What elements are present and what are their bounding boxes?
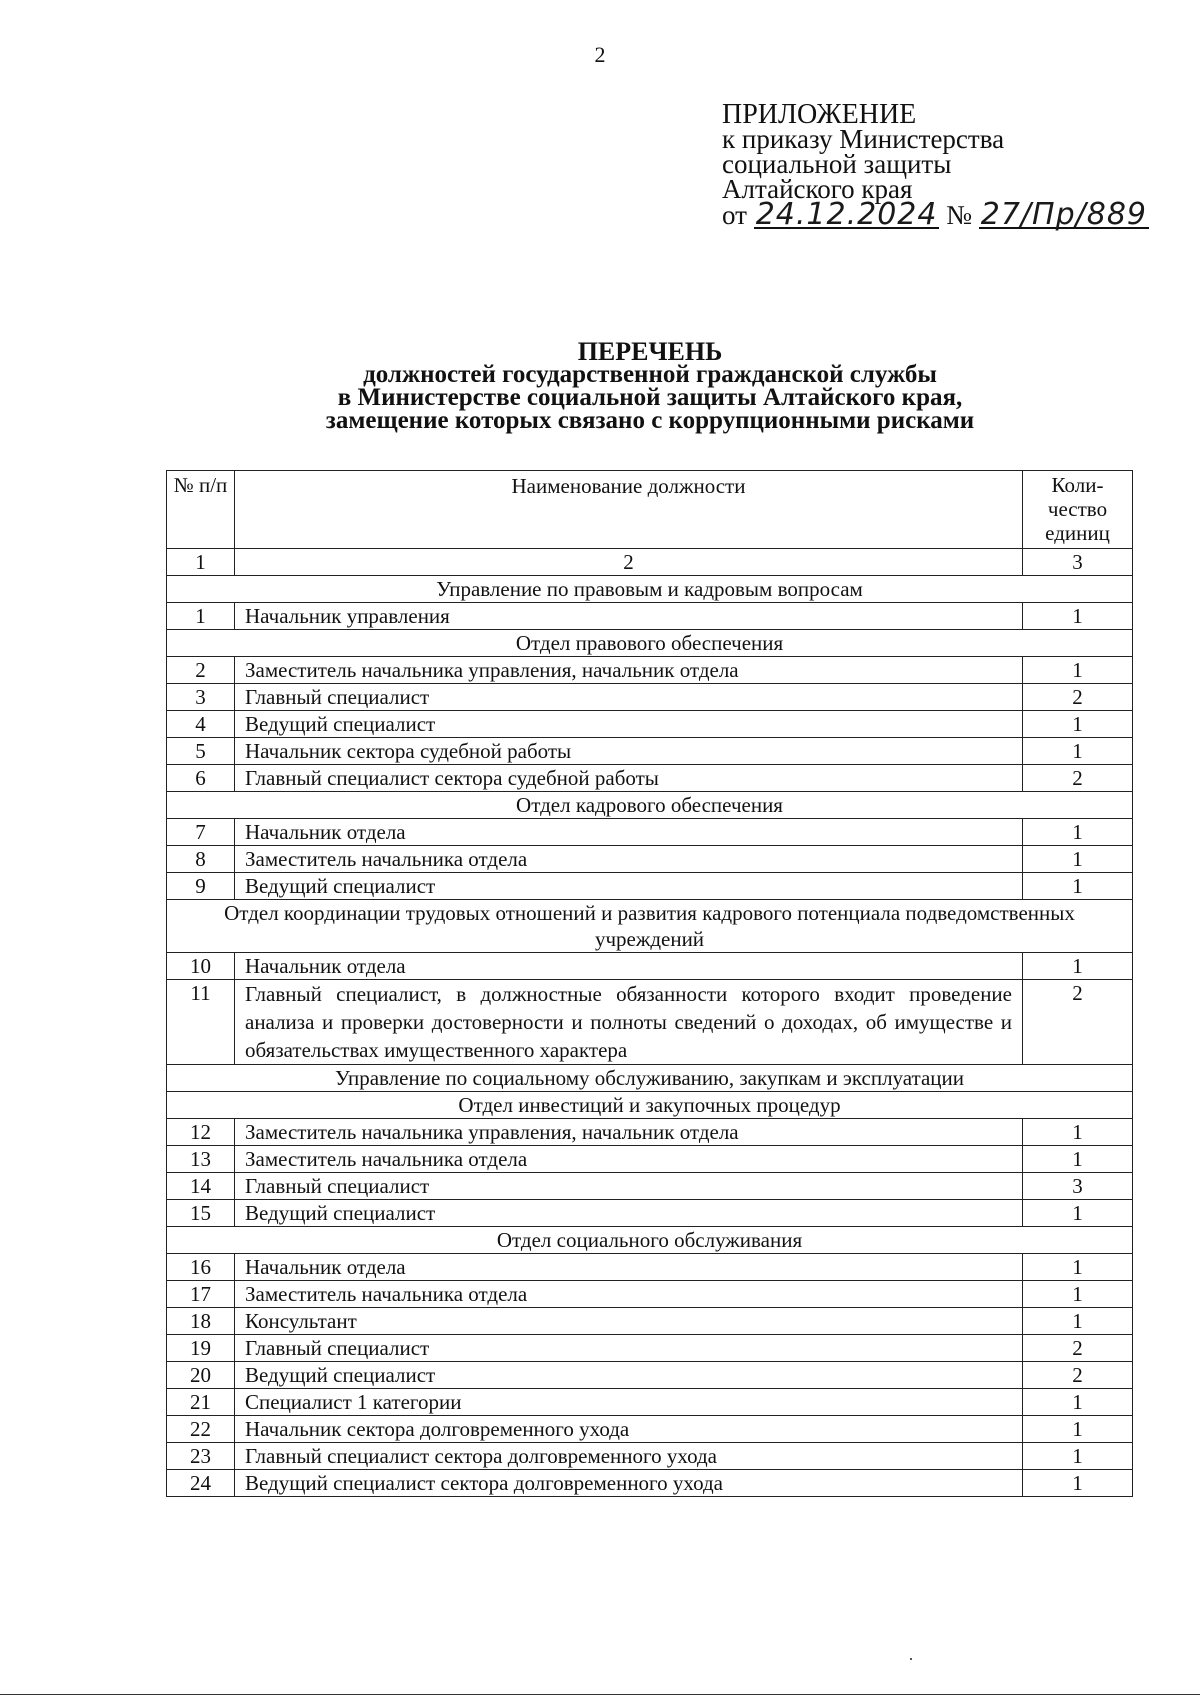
heading-line-3: замещение которых связано с коррупционными рисками [325,407,975,434]
position-quantity: 2 [1023,1362,1133,1389]
order-from-label: от [722,200,747,230]
position-quantity: 1 [1023,711,1133,738]
appendix-line-2: социальной защиты [722,149,952,179]
heading-line-2: в Министерстве социальной защиты Алтайского края, [337,384,963,411]
position-quantity: 2 [1023,765,1133,792]
table-row [167,1443,1133,1470]
position-quantity: 1 [1023,819,1133,846]
position-quantity: 1 [1023,953,1133,980]
appendix-block [722,99,1149,232]
header-quantity: Коли-чество единиц [1023,471,1133,549]
position-name: Главный специалист [235,1335,1023,1362]
document-heading [0,337,1200,434]
section-title: Управление по правовым и кадровым вопросам [167,576,1133,603]
header-number: № п/п [167,471,235,549]
position-name: Начальник отдела [235,953,1023,980]
position-quantity: 1 [1023,1146,1133,1173]
table-row [167,1362,1133,1389]
section-row [167,1092,1133,1119]
position-name: Ведущий специалист [235,1362,1023,1389]
section-title: Отдел правового обеспечения [167,630,1133,657]
position-quantity: 1 [1023,846,1133,873]
table-row [167,1470,1133,1497]
section-row [167,1227,1133,1254]
table-row [167,1173,1133,1200]
position-name: Ведущий специалист [235,873,1023,900]
position-name: Начальник отдела [235,819,1023,846]
position-name: Ведущий специалист [235,711,1023,738]
row-number: 6 [167,765,235,792]
row-number: 18 [167,1308,235,1335]
table-row [167,1254,1133,1281]
heading-line-1: должностей государственной гражданской службы [363,361,937,388]
table-row [167,603,1133,630]
row-number: 5 [167,738,235,765]
position-name: Начальник отдела [235,1254,1023,1281]
appendix-line-1: к приказу Министерства [722,124,1005,154]
section-title: Отдел инвестиций и закупочных процедур [167,1092,1133,1119]
position-quantity: 1 [1023,657,1133,684]
row-number: 2 [167,657,235,684]
table-row [167,1146,1133,1173]
position-name: Заместитель начальника отдела [235,846,1023,873]
table-row [167,765,1133,792]
section-row [167,630,1133,657]
row-number: 13 [167,1146,235,1173]
column-index-3: 3 [1023,549,1133,576]
position-name: Начальник сектора судебной работы [235,738,1023,765]
table-row [167,1119,1133,1146]
position-name: Консультант [235,1308,1023,1335]
row-number: 21 [167,1389,235,1416]
bottom-rule [0,1694,1200,1695]
row-number: 24 [167,1470,235,1497]
position-name: Главный специалист сектора долговременного ухода [235,1443,1023,1470]
table-header-row [167,471,1133,549]
section-row [167,900,1133,953]
appendix-title: ПРИЛОЖЕНИЕ [722,99,917,130]
row-number: 16 [167,1254,235,1281]
position-name: Главный специалист [235,1173,1023,1200]
position-quantity: 1 [1023,1389,1133,1416]
table-row [167,980,1133,1065]
position-name: Главный специалист сектора судебной работы [235,765,1023,792]
header-name: Наименование должности [235,471,1023,549]
column-index-1: 1 [167,549,235,576]
table-row [167,1416,1133,1443]
section-row [167,576,1133,603]
row-number: 4 [167,711,235,738]
position-quantity: 1 [1023,1443,1133,1470]
position-quantity: 1 [1023,1308,1133,1335]
position-name: Начальник управления [235,603,1023,630]
order-number: 27/Пр/889 [980,197,1148,232]
section-title: Отдел координации трудовых отношений и развития кадрового потенциала подведомственных учреждений [167,900,1133,953]
section-title: Отдел социального обслуживания [167,1227,1133,1254]
table-row [167,657,1133,684]
position-quantity: 1 [1023,1281,1133,1308]
scan-speck [910,1658,912,1660]
table-row [167,738,1133,765]
position-name: Главный специалист, в должностные обязанности которого входит проведение анализа и проверки достоверности и полноты сведений о доходах, об имуществе и обязательствах имущественного характера [235,980,1023,1065]
position-name: Заместитель начальника управления, начальник отдела [235,657,1023,684]
table-row [167,711,1133,738]
position-quantity: 1 [1023,1470,1133,1497]
order-line [722,197,1149,232]
position-quantity: 1 [1023,1416,1133,1443]
row-number: 15 [167,1200,235,1227]
row-number: 22 [167,1416,235,1443]
row-number: 7 [167,819,235,846]
row-number: 20 [167,1362,235,1389]
position-name: Специалист 1 категории [235,1389,1023,1416]
row-number: 23 [167,1443,235,1470]
position-quantity: 1 [1023,1254,1133,1281]
order-number-label: № [946,200,972,230]
table-row [167,846,1133,873]
position-quantity: 2 [1023,1335,1133,1362]
position-quantity: 1 [1023,1200,1133,1227]
heading-title: ПЕРЕЧЕНЬ [577,337,723,366]
row-number: 9 [167,873,235,900]
table-row [167,953,1133,980]
section-title: Управление по социальному обслуживанию, закупкам и эксплуатации [167,1065,1133,1092]
row-number: 12 [167,1119,235,1146]
position-quantity: 1 [1023,1119,1133,1146]
positions-table [166,470,1133,1497]
position-name: Начальник сектора долговременного ухода [235,1416,1023,1443]
column-index-row [167,549,1133,576]
section-title: Отдел кадрового обеспечения [167,792,1133,819]
table-row [167,819,1133,846]
table-row [167,684,1133,711]
row-number: 10 [167,953,235,980]
page-number: 2 [594,42,606,67]
position-quantity: 1 [1023,873,1133,900]
row-number: 3 [167,684,235,711]
position-quantity: 2 [1023,684,1133,711]
appendix-line-3: Алтайского края [722,174,913,204]
table-row [167,873,1133,900]
row-number: 19 [167,1335,235,1362]
row-number: 11 [167,980,235,1065]
table-row [167,1335,1133,1362]
table-row [167,1308,1133,1335]
row-number: 1 [167,603,235,630]
table-row [167,1389,1133,1416]
position-name: Заместитель начальника отдела [235,1146,1023,1173]
column-index-2: 2 [235,549,1023,576]
position-quantity: 2 [1023,980,1133,1065]
position-quantity: 1 [1023,738,1133,765]
position-name: Заместитель начальника управления, начальник отдела [235,1119,1023,1146]
section-row [167,1065,1133,1092]
position-quantity: 3 [1023,1173,1133,1200]
section-row [167,792,1133,819]
row-number: 8 [167,846,235,873]
row-number: 14 [167,1173,235,1200]
position-name: Заместитель начальника отдела [235,1281,1023,1308]
position-name: Ведущий специалист [235,1200,1023,1227]
position-name: Главный специалист [235,684,1023,711]
position-quantity: 1 [1023,603,1133,630]
row-number: 17 [167,1281,235,1308]
position-name: Ведущий специалист сектора долговременного ухода [235,1470,1023,1497]
table-row [167,1281,1133,1308]
order-date: 24.12.2024 [755,197,938,232]
table-row [167,1200,1133,1227]
